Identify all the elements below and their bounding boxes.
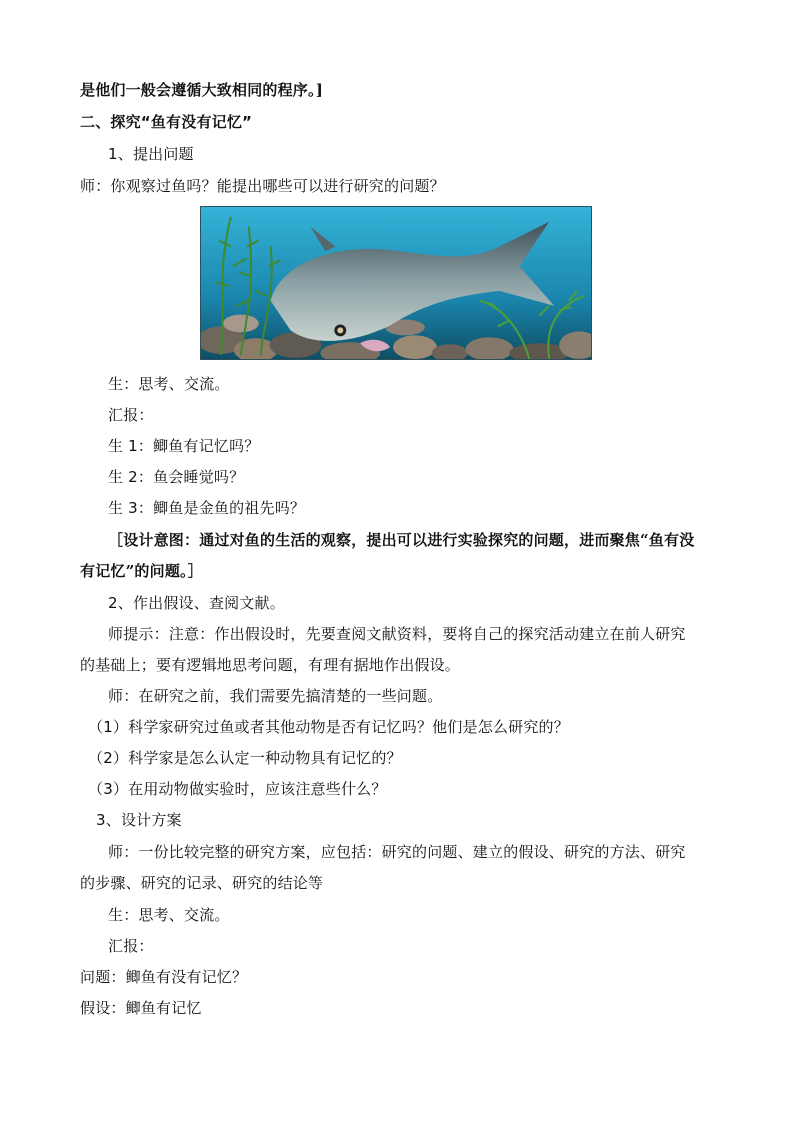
text-line: 的步骤、研究的记录、研究的结论等	[80, 874, 324, 892]
text-line: 师：一份比较完整的研究方案，应包括：研究的问题、建立的假设、研究的方法、研究	[108, 843, 686, 861]
step-heading: 2、作出假设、查阅文献。	[108, 594, 285, 612]
text-line: 师：在研究之前，我们需要先搞清楚的一些问题。	[108, 687, 443, 705]
question-item: （3）在用动物做实验时，应该注意些什么？	[88, 780, 387, 798]
step-heading: 3、设计方案	[96, 811, 182, 829]
design-intent-line: ［设计意图：通过对鱼的生活的观察，提出可以进行实验探究的问题，进而聚焦“鱼有没	[108, 531, 695, 549]
text-line: 是他们一般会遵循大致相同的程序。]	[80, 81, 323, 99]
section-heading: 二、探究“鱼有没有记忆”	[80, 113, 253, 131]
fish-photo-illustration	[201, 207, 591, 359]
text-line: 生 3：鲫鱼是金鱼的祖先吗？	[108, 499, 306, 517]
text-line: 生：思考、交流。	[108, 906, 230, 924]
step-heading: 1、提出问题	[108, 145, 194, 163]
text-line: 生：思考、交流。	[108, 375, 230, 393]
text-line: 假设：鲫鱼有记忆	[80, 999, 202, 1017]
text-line: 的基础上；要有逻辑地思考问题，有理有据地作出假设。	[80, 656, 461, 674]
text-line: 汇报：	[108, 406, 154, 424]
text-line: 汇报：	[108, 937, 154, 955]
text-line: 师提示：注意：作出假设时，先要查阅文献资料，要将自己的探究活动建立在前人研究	[108, 625, 686, 643]
text-line: 师：你观察过鱼吗？能提出哪些可以进行研究的问题？	[80, 177, 445, 195]
fish-photo	[200, 206, 592, 360]
text-line: 生 1：鲫鱼有记忆吗？	[108, 437, 260, 455]
design-intent-line: 有记忆”的问题。］	[80, 562, 203, 580]
question-item: （1）科学家研究过鱼或者其他动物是否有记忆吗？他们是怎么研究的？	[88, 718, 569, 736]
question-item: （2）科学家是怎么认定一种动物具有记忆的？	[88, 749, 402, 767]
text-line: 生 2：鱼会睡觉吗？	[108, 468, 245, 486]
text-line: 问题：鲫鱼有没有记忆？	[80, 968, 248, 986]
